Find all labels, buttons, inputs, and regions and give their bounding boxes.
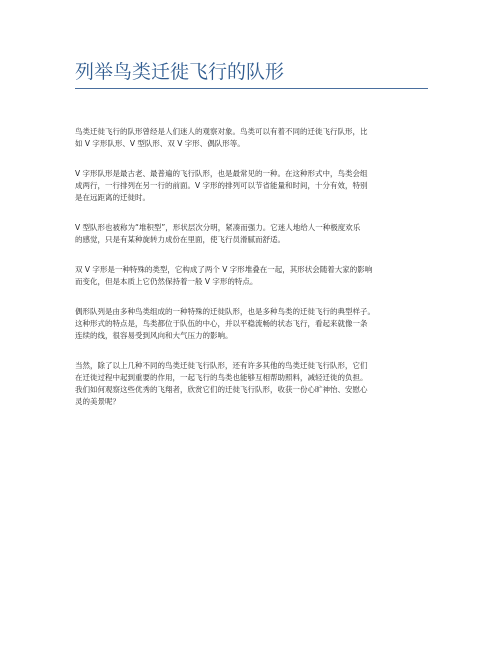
paragraph-line: 偶形队列是由多种鸟类组成的一种特殊的迁徙队形，也是多种鸟类的迁徙飞行的典型样子。 (75, 307, 375, 316)
paragraph-line: 我们如何观察这些优秀的飞翔者，欣赏它们的迁徙飞行队形，收获一份心旷神怡、安慰心 (75, 385, 368, 394)
paragraph-line: 在迁徙过程中起到重要的作用，一起飞行的鸟类也能够互相帮助照料，减轻迁徙的负担。 (75, 373, 368, 382)
paragraph-conclusion (75, 360, 435, 408)
paragraph-v-formation (75, 168, 435, 204)
paragraph-line: 成两行，一行排列在另一行的前面。V 字形的排列可以节省能量和时间，十分有效，特别 (75, 181, 368, 190)
paragraph-line: 连续的线，很容易受到风向和大气压力的影响。 (75, 331, 233, 340)
page-title: 列举鸟类迁徙飞行的队形 (75, 61, 285, 83)
paragraph-line: 这种形式的特点是，鸟类都位于队伍的中心，并以平稳流畅的状态飞行，看起来就像一条 (75, 319, 368, 328)
paragraph-line: 而变化，但是本质上它仍然保持着一般 V 字形的特点。 (75, 277, 258, 286)
paragraph-line: 的感觉，只是有某种旋转力成份在里面，使飞行员滑腻而舒适。 (75, 235, 285, 244)
paragraph-double-v-formation (75, 264, 435, 288)
paragraph-line: V 型队形也被称为“堆积型”，形状层次分明，紧凑而强力。它迷人地给人一种极度欢乐 (75, 223, 361, 232)
paragraph-line: 如 V 字形队形、V 型队形、双 V 字形、偶队形等。 (75, 139, 245, 148)
paragraph-line: 当然，除了以上几种不同的鸟类迁徙飞行队形，还有许多其他的鸟类迁徙飞行队形，它们 (75, 361, 368, 370)
paragraph-line: 双 V 字形是一种特殊的类型，它构成了两个 V 字形堆叠在一起，其形状会随着大家的影响 (75, 265, 373, 274)
paragraph-v-type-formation (75, 222, 435, 246)
paragraph-line: 是在远距离的迁徙时。 (75, 193, 150, 202)
paragraph-intro (75, 126, 435, 150)
paragraph-line: 灵的美景呢？ (75, 397, 120, 406)
paragraph-line: 鸟类迁徙飞行的队形曾经是人们迷人的观察对象。鸟类可以有着不同的迁徙飞行队形，比 (75, 127, 368, 136)
title-divider (75, 88, 428, 89)
paragraph-paired-formation (75, 306, 435, 342)
paragraph-line: V 字形队形是最古老、最普遍的飞行队形，也是最常见的一种。在这种形式中，鸟类会组 (75, 169, 368, 178)
